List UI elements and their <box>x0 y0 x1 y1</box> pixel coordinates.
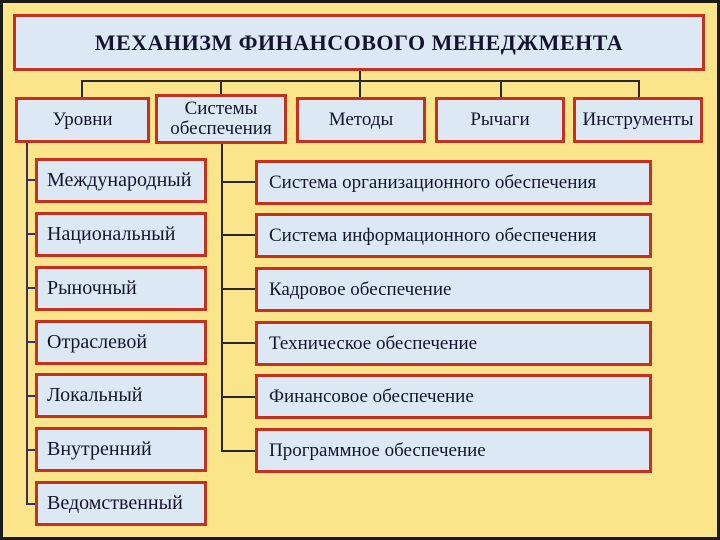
connector-title-riser <box>359 71 361 97</box>
branch-support-systems <box>155 94 287 144</box>
branch-instruments-label: Инструменты <box>582 108 694 130</box>
system-label: Техническое обеспечение <box>269 332 478 354</box>
level-label: Международный <box>47 169 192 191</box>
branch-levels-label: Уровни <box>52 108 113 130</box>
level-label: Внутренний <box>47 438 152 460</box>
connector-branch-bus <box>81 80 639 82</box>
system-box-technical <box>255 321 652 366</box>
system-box-informational <box>255 213 652 258</box>
system-label: Система информационного обеспечения <box>269 224 597 246</box>
level-box-market <box>35 266 207 311</box>
connector-drop-instruments <box>638 80 640 97</box>
level-label: Ведомственный <box>47 492 183 514</box>
level-box-departmental <box>35 481 207 526</box>
branch-levers <box>435 97 565 143</box>
systems-tick-6 <box>221 450 255 452</box>
system-box-personnel <box>255 267 652 312</box>
system-label: Система организационного обеспечения <box>269 171 597 193</box>
system-label: Кадровое обеспечение <box>269 278 452 300</box>
diagram-title: МЕХАНИЗМ ФИНАНСОВОГО МЕНЕДЖМЕНТА <box>94 29 624 55</box>
systems-tick-3 <box>221 288 255 290</box>
system-box-software <box>255 428 652 473</box>
level-label: Национальный <box>47 223 176 245</box>
level-label: Рыночный <box>47 277 137 299</box>
systems-tick-1 <box>221 181 255 183</box>
systems-spine <box>221 144 223 452</box>
branch-levers-label: Рычаги <box>470 108 530 130</box>
branch-support-systems-label: Системы обеспечения <box>170 97 272 139</box>
systems-tick-5 <box>221 396 255 398</box>
level-label: Локальный <box>47 384 143 406</box>
level-box-sectoral <box>35 320 207 365</box>
level-label: Отраслевой <box>47 331 148 353</box>
connector-drop-systems <box>220 80 222 95</box>
system-box-financial <box>255 374 652 419</box>
branch-methods <box>296 97 426 143</box>
systems-tick-4 <box>221 342 255 344</box>
branch-levels <box>15 97 150 143</box>
branch-methods-label: Методы <box>328 108 394 130</box>
level-box-national <box>35 212 207 257</box>
level-box-local <box>35 373 207 418</box>
system-label: Программное обеспечение <box>269 439 486 461</box>
diagram-title-box <box>13 14 705 71</box>
level-box-internal <box>35 427 207 472</box>
connector-drop-levels <box>81 80 83 97</box>
system-box-organizational <box>255 160 652 205</box>
connector-drop-levers <box>500 80 502 97</box>
branch-instruments <box>573 97 703 143</box>
system-label: Финансовое обеспечение <box>269 385 474 407</box>
systems-tick-2 <box>221 234 255 236</box>
level-box-international <box>35 158 207 203</box>
